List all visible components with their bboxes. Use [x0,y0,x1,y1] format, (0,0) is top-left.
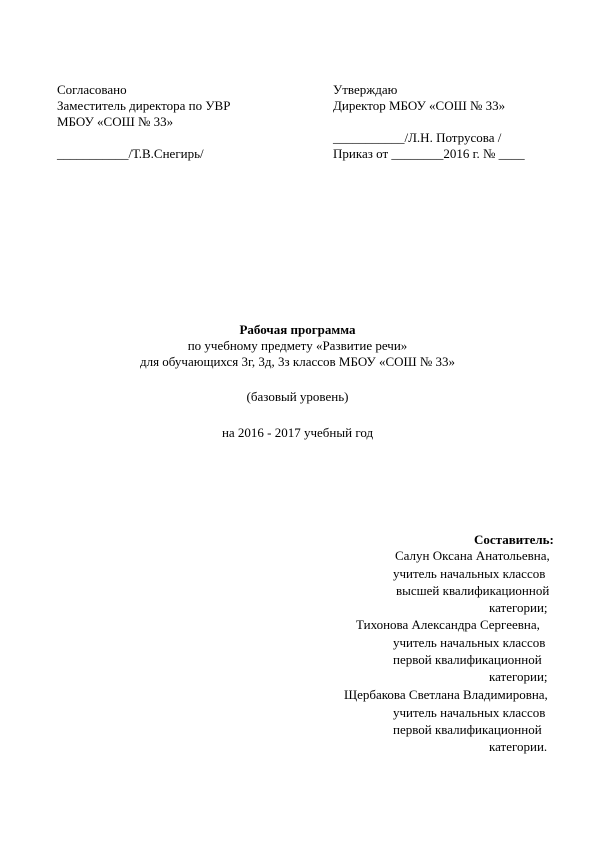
approval-left-school: МБОУ «СОШ № 33» [57,114,174,129]
compiler-1-name: Салун Оксана Анатольевна, [395,548,550,563]
approval-right-position: Директор МБОУ «СОШ № 33» [333,98,506,113]
compiler-2-role: учитель начальных классов [393,635,546,650]
approval-right-label: Утверждаю [333,82,398,97]
document-level: (базовый уровень) [246,389,349,404]
compilers-heading: Составитель: [474,532,554,547]
approval-right-signature: ___________/Л.Н. Потрусова / [333,130,502,145]
approval-left-signature: ___________/Т.В.Снегирь/ [57,146,204,161]
compiler-2-name: Тихонова Александра Сергеевна, [356,617,540,632]
compiler-1-role: учитель начальных классов [393,566,546,581]
approval-right-order: Приказ от ________2016 г. № ____ [333,146,525,161]
compiler-2-qualification: первой квалификационной [393,652,542,667]
compiler-3-qualification: первой квалификационной [393,722,542,737]
document-subject: по учебному предмету «Развитие речи» [187,338,408,353]
compiler-3-name: Щербакова Светлана Владимировна, [344,687,548,702]
document-title: Рабочая программа [239,322,356,337]
compiler-2-category: категории; [489,669,548,684]
compiler-3-category: категории. [489,739,548,754]
compiler-1-qualification: высшей квалификационной [396,583,550,598]
approval-left-label: Согласовано [57,82,127,97]
document-audience: для обучающихся 3г, 3д, 3з классов МБОУ «СОШ № 33» [139,354,456,369]
approval-left-position: Заместитель директора по УВР [57,98,231,113]
document-year: на 2016 - 2017 учебный год [221,425,374,440]
compiler-3-role: учитель начальных классов [393,705,546,720]
compiler-1-category: категории; [489,600,548,615]
